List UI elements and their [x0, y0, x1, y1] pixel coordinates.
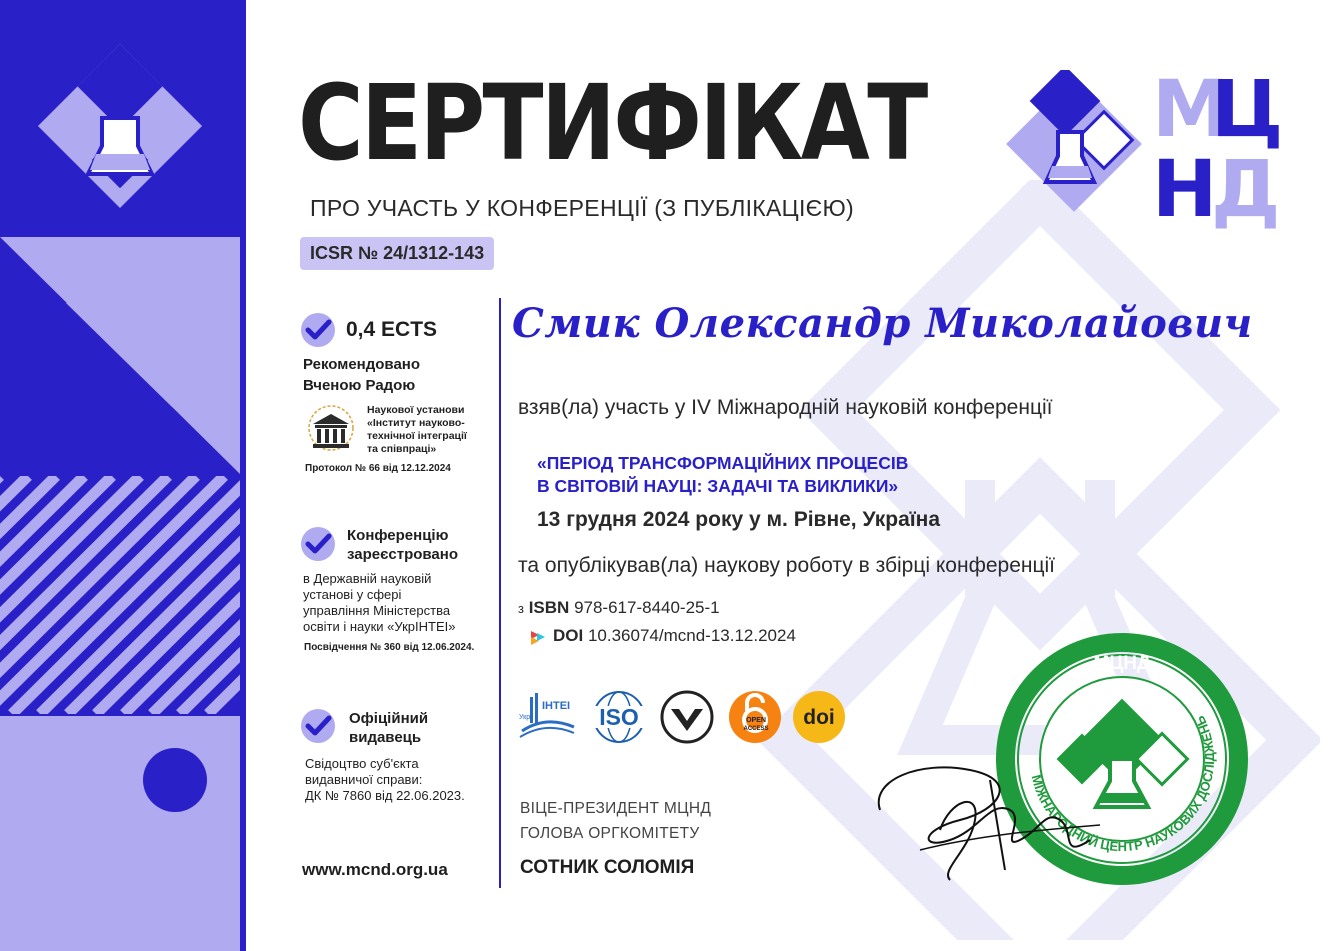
ukrintei-label: ІНТЕІ: [542, 700, 571, 712]
logo-letter-m: М: [1152, 65, 1230, 155]
doi-badge: [791, 689, 847, 745]
registration-certificate: Посвідчення № 360 від 12.06.2024.: [304, 642, 475, 653]
logo-letter-ts: Ц: [1211, 65, 1284, 155]
iso-icon: [589, 689, 649, 745]
decorative-side-band: [0, 0, 246, 951]
doi-badge-label: doi: [803, 706, 835, 729]
iso-badge: [589, 689, 649, 745]
seal-top-text: МЦНД: [1093, 653, 1151, 674]
quality-mark-badge: [659, 689, 715, 745]
ukrintei-small: Укр: [519, 714, 531, 721]
conference-date-place: 13 грудня 2024 року у м. Рівне, Україна: [537, 508, 941, 531]
logo-letter-n: Н: [1152, 145, 1218, 235]
doi-line: [553, 626, 796, 646]
conference-title-line1: «ПЕРІОД ТРАНСФОРМАЦІЙНИХ ПРОЦЕСІВ: [537, 453, 909, 473]
recommended-line2: Вченою Радою: [303, 377, 416, 394]
logo-letter-d: Д: [1211, 145, 1281, 235]
signatory-name: СОТНИК СОЛОМІЯ: [520, 857, 695, 878]
ects-value: 0,4 ECTS: [346, 318, 438, 341]
isbn-value: 978-617-8440-25-1: [574, 598, 720, 617]
vertical-divider: [499, 298, 501, 888]
doi-icon: [529, 627, 549, 647]
conference-title-line2: В СВІТОВІЙ НАУЦІ: ЗАДАЧІ ТА ВИКЛИКИ»: [537, 476, 899, 496]
publisher-line2: видавець: [349, 729, 422, 746]
registered-line1: Конференцію: [347, 527, 449, 544]
website-link[interactable]: www.mcnd.org.ua: [302, 860, 448, 879]
protocol-number: Протокол № 66 від 12.12.2024: [305, 463, 451, 474]
doi-value: 10.36074/mcnd-13.12.2024: [587, 626, 796, 645]
open-access-line2: ACCESS: [743, 726, 769, 732]
signatory-position-line2: ГОЛОВА ОРГКОМІТЕТУ: [520, 825, 700, 842]
institution-name: Наукової установи «Інститут науково- технічної інтеграції та співпраці»: [367, 404, 467, 455]
doi-badge-icon: [791, 689, 847, 745]
check-icon: [300, 312, 336, 348]
ukrintei-icon: [516, 689, 578, 745]
isbn-prefix: з: [518, 601, 524, 616]
handwritten-signature: [860, 740, 1110, 890]
check-icon: [300, 526, 336, 562]
certificate-title: СЕРТИФІКАТ: [298, 62, 926, 184]
publisher-description: Свідоцтво суб'єкта видавничої справи: ДК № 7860 від 22.06.2023.: [305, 756, 465, 803]
registered-description: в Державній науковій установі у сфері управління Міністерства освіти і науки «УкрІНТЕІ»: [303, 571, 456, 634]
registered-line2: зареєстровано: [347, 546, 458, 563]
certificate-number: ICSR № 24/1312-143: [300, 237, 494, 270]
band-shapes: [0, 0, 246, 951]
recommended-line1: Рекомендовано: [303, 356, 421, 373]
open-access-line1: OPEN: [746, 717, 766, 724]
isbn-line: [518, 598, 720, 618]
seal-ring-textpath: МІЖНАРОДНИЙ ЦЕНТР НАУКОВИХ ДОСЛІДЖЕНЬ: [1028, 713, 1218, 855]
iso-label: ISO: [599, 704, 639, 730]
quality-mark-icon: [659, 689, 715, 745]
mcnd-logo: [1000, 65, 1284, 235]
mcnd-letters: [1152, 65, 1284, 235]
open-access-badge: [727, 689, 783, 745]
certificate-subtitle: ПРО УЧАСТЬ У КОНФЕРЕНЦІЇ (З ПУБЛІКАЦІЄЮ): [310, 195, 854, 221]
participation-text: взяв(ла) участь у IV Міжнародній науковій конференції: [518, 396, 1053, 419]
institute-building-icon: [303, 404, 359, 454]
open-access-icon: [727, 689, 783, 745]
publisher-line1: Офіційний: [349, 710, 429, 727]
signatory-position-line1: ВІЦЕ-ПРЕЗИДЕНТ МЦНД: [520, 800, 712, 817]
check-icon: [300, 708, 336, 744]
doi-label: DOI: [553, 626, 584, 645]
mcnd-logo-mark: [1000, 70, 1150, 230]
recipient-name: Смик Олександр Миколайович: [512, 300, 1253, 347]
ukrintei-badge: [516, 689, 578, 745]
isbn-label: ISBN: [528, 598, 570, 617]
publication-text: та опублікував(ла) наукову роботу в збірці конференції: [518, 554, 1056, 577]
